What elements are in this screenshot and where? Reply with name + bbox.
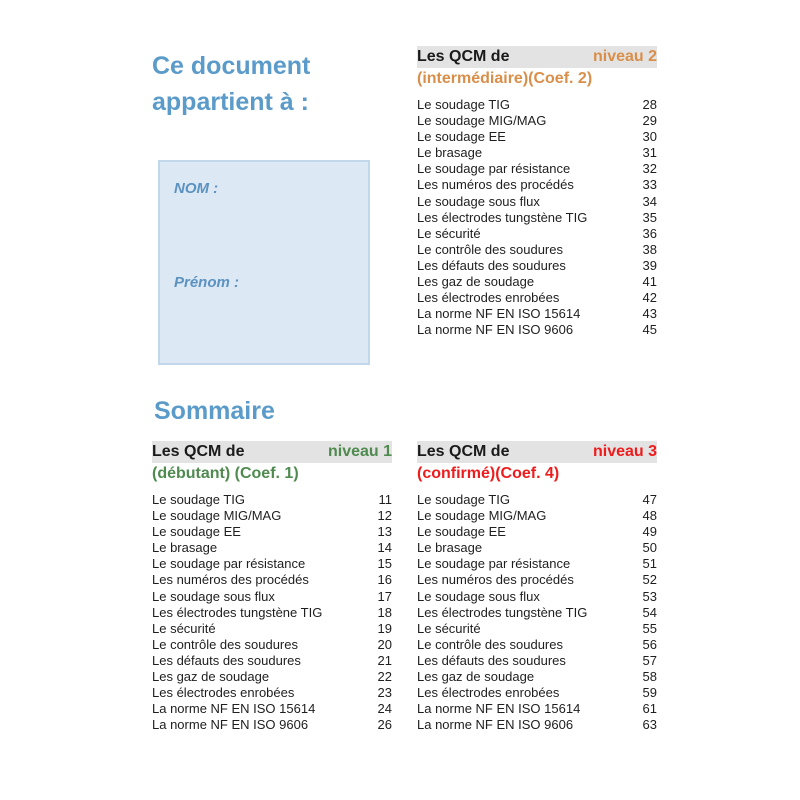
toc-entry[interactable] <box>417 242 657 258</box>
toc-entry-page: 11 <box>378 492 392 507</box>
toc-entry-page: 19 <box>377 620 392 636</box>
toc-entry[interactable] <box>417 589 657 605</box>
toc-entry-page: 33 <box>642 177 657 193</box>
toc-entry-label: Le soudage par résistance <box>417 161 571 177</box>
name-label: NOM : <box>174 180 219 197</box>
toc-entry[interactable] <box>417 306 657 322</box>
toc-entry[interactable] <box>417 97 657 113</box>
owner-title-line-1: Ce document <box>152 52 311 80</box>
qcm-level-2-header-subtitle: (intermédiaire)(Coef. 2) <box>417 70 593 87</box>
qcm-level-3-block <box>417 441 657 733</box>
toc-entry-label: Les gaz de soudage <box>417 274 535 290</box>
toc-entry[interactable] <box>152 685 392 701</box>
toc-entry-page: 45 <box>642 322 657 338</box>
owner-title-line-2: appartient à : <box>152 88 309 116</box>
toc-entry-page: 53 <box>642 588 657 604</box>
qcm-level-1-header-accent: niveau 1 <box>327 443 392 460</box>
toc-entry[interactable] <box>152 605 392 621</box>
toc-entry-label: Les numéros des procédés <box>417 572 574 588</box>
qcm-level-1-header-plain: Les QCM de <box>152 443 245 460</box>
toc-entry[interactable] <box>417 258 657 274</box>
toc-entry-label: Le contrôle des soudures <box>417 636 563 652</box>
toc-entry-page: 48 <box>642 508 657 524</box>
toc-entry-page: 51 <box>642 556 657 572</box>
qcm-level-3-contents <box>417 492 657 733</box>
toc-entry-label: Le contrôle des soudures <box>417 241 563 257</box>
toc-entry-page: 31 <box>642 145 657 161</box>
toc-entry-label: La norme NF EN ISO 15614 <box>417 306 581 322</box>
toc-entry[interactable] <box>417 572 657 588</box>
firstname-label: Prénom : <box>174 274 240 291</box>
toc-entry[interactable] <box>417 621 657 637</box>
toc-entry[interactable] <box>152 524 392 540</box>
qcm-level-2-header <box>417 46 657 90</box>
toc-entry-label: La norme NF EN ISO 9606 <box>417 717 574 733</box>
toc-entry[interactable] <box>152 572 392 588</box>
qcm-level-2-header-accent: niveau 2 <box>592 48 657 65</box>
toc-entry-label: Les numéros des procédés <box>152 572 309 588</box>
toc-entry-page: 22 <box>377 669 392 685</box>
toc-entry-page: 12 <box>377 508 392 524</box>
toc-entry-label: Le soudage MIG/MAG <box>152 508 282 524</box>
toc-entry-label: La norme NF EN ISO 9606 <box>152 717 309 733</box>
toc-entry-page: 29 <box>642 113 657 129</box>
toc-entry-label: La norme NF EN ISO 15614 <box>152 701 316 717</box>
toc-entry[interactable] <box>417 161 657 177</box>
toc-entry[interactable] <box>152 669 392 685</box>
qcm-level-1-header-subtitle: (débutant) (Coef. 1) <box>152 465 299 482</box>
toc-entry-label: Le contrôle des soudures <box>152 636 298 652</box>
toc-entry-label: Les électrodes enrobées <box>417 290 560 306</box>
qcm-level-1-contents <box>152 492 392 733</box>
document-owner-title <box>152 48 382 120</box>
toc-entry-label: Le soudage EE <box>152 524 241 540</box>
qcm-level-3-header <box>417 441 657 485</box>
toc-entry-label: Les gaz de soudage <box>152 669 270 685</box>
toc-entry-label: Le soudage TIG <box>152 492 245 507</box>
toc-entry-page: 43 <box>642 306 657 322</box>
toc-entry[interactable] <box>417 717 657 733</box>
toc-entry-page: 50 <box>642 540 657 556</box>
toc-entry[interactable] <box>152 717 392 733</box>
toc-entry-page: 20 <box>377 636 392 652</box>
qcm-level-2-block <box>417 46 657 338</box>
toc-entry-label: Les électrodes tungstène TIG <box>417 209 588 225</box>
toc-entry-page: 26 <box>377 717 392 733</box>
toc-entry-label: Les gaz de soudage <box>417 669 535 685</box>
toc-entry-label: Le soudage EE <box>417 524 506 540</box>
toc-entry[interactable] <box>417 685 657 701</box>
toc-entry[interactable] <box>417 226 657 242</box>
toc-entry[interactable] <box>417 274 657 290</box>
toc-entry[interactable] <box>152 508 392 524</box>
sommaire-heading: Sommaire <box>154 397 275 425</box>
toc-entry-page: 42 <box>642 290 657 306</box>
toc-entry[interactable] <box>417 524 657 540</box>
toc-entry[interactable] <box>417 290 657 306</box>
toc-entry-label: Le soudage sous flux <box>417 588 540 604</box>
toc-entry[interactable] <box>417 322 657 338</box>
toc-entry[interactable] <box>417 701 657 717</box>
toc-entry-page: 28 <box>642 97 657 112</box>
toc-entry-label: Les défauts des soudures <box>417 257 566 273</box>
qcm-level-1-header <box>152 441 392 485</box>
toc-entry[interactable] <box>417 113 657 129</box>
toc-entry-page: 34 <box>642 193 657 209</box>
toc-entry-page: 18 <box>377 604 392 620</box>
toc-entry[interactable] <box>417 653 657 669</box>
toc-entry-page: 61 <box>642 701 657 717</box>
toc-entry[interactable] <box>417 637 657 653</box>
toc-entry-page: 14 <box>377 540 392 556</box>
toc-entry-label: Les défauts des soudures <box>152 652 301 668</box>
toc-entry-page: 55 <box>642 620 657 636</box>
toc-entry[interactable] <box>152 589 392 605</box>
toc-entry[interactable] <box>152 701 392 717</box>
toc-entry[interactable] <box>417 669 657 685</box>
qcm-level-1-block <box>152 441 392 733</box>
toc-entry[interactable] <box>417 556 657 572</box>
qcm-level-3-header-plain: Les QCM de <box>417 443 510 460</box>
toc-entry-page: 38 <box>642 241 657 257</box>
toc-entry-label: Le soudage sous flux <box>152 588 275 604</box>
toc-entry-label: Le soudage sous flux <box>417 193 540 209</box>
toc-entry-label: Le sécurité <box>417 225 481 241</box>
toc-entry-page: 24 <box>377 701 392 717</box>
toc-entry-page: 15 <box>377 556 392 572</box>
toc-entry-page: 41 <box>642 274 657 290</box>
toc-entry-label: Les électrodes tungstène TIG <box>417 604 588 620</box>
toc-entry-page: 52 <box>642 572 657 588</box>
toc-entry[interactable] <box>417 492 657 508</box>
toc-entry-page: 35 <box>642 209 657 225</box>
qcm-level-3-header-subtitle: (confirmé)(Coef. 4) <box>417 465 560 482</box>
toc-entry-label: Le sécurité <box>417 620 481 636</box>
owner-name-box[interactable] <box>158 160 370 365</box>
toc-entry-label: Les électrodes tungstène TIG <box>152 604 323 620</box>
qcm-level-3-header-accent: niveau 3 <box>592 443 657 460</box>
toc-entry-label: Le soudage MIG/MAG <box>417 113 547 129</box>
toc-entry-page: 17 <box>377 588 392 604</box>
toc-entry-page: 32 <box>642 161 657 177</box>
toc-entry-page: 16 <box>377 572 392 588</box>
toc-entry[interactable] <box>417 210 657 226</box>
toc-entry-label: Le brasage <box>417 145 483 161</box>
toc-entry-label: Les numéros des procédés <box>417 177 574 193</box>
toc-entry-page: 13 <box>377 524 392 540</box>
toc-entry-page: 57 <box>642 652 657 668</box>
toc-entry-label: Le sécurité <box>152 620 216 636</box>
toc-entry-label: Le brasage <box>417 540 483 556</box>
toc-entry[interactable] <box>417 177 657 193</box>
toc-entry[interactable] <box>417 508 657 524</box>
toc-entry-page: 59 <box>642 685 657 701</box>
toc-entry-label: Les électrodes enrobées <box>417 685 560 701</box>
toc-entry-label: La norme NF EN ISO 9606 <box>417 322 574 338</box>
toc-entry-page: 23 <box>377 685 392 701</box>
toc-entry[interactable] <box>417 145 657 161</box>
toc-entry[interactable] <box>152 637 392 653</box>
toc-entry-label: Les défauts des soudures <box>417 652 566 668</box>
toc-entry-label: Le soudage TIG <box>417 492 510 507</box>
toc-entry-label: Le soudage EE <box>417 129 506 145</box>
toc-entry[interactable] <box>152 653 392 669</box>
toc-entry-page: 39 <box>642 257 657 273</box>
toc-entry-label: Le soudage par résistance <box>152 556 306 572</box>
qcm-level-2-header-plain: Les QCM de <box>417 48 510 65</box>
toc-entry-label: Le soudage MIG/MAG <box>417 508 547 524</box>
toc-entry-label: La norme NF EN ISO 15614 <box>417 701 581 717</box>
toc-entry-page: 49 <box>642 524 657 540</box>
toc-entry-page: 63 <box>642 717 657 733</box>
toc-entry[interactable] <box>152 556 392 572</box>
toc-entry[interactable] <box>152 540 392 556</box>
toc-entry-page: 47 <box>642 492 657 507</box>
toc-entry-page: 36 <box>642 225 657 241</box>
toc-entry-label: Le soudage TIG <box>417 97 510 112</box>
toc-entry[interactable] <box>417 605 657 621</box>
toc-entry-label: Le brasage <box>152 540 218 556</box>
toc-entry-page: 21 <box>377 652 392 668</box>
toc-entry[interactable] <box>417 129 657 145</box>
toc-entry-page: 58 <box>642 669 657 685</box>
toc-entry-page: 56 <box>642 636 657 652</box>
toc-entry-page: 54 <box>642 604 657 620</box>
toc-entry-label: Le soudage par résistance <box>417 556 571 572</box>
toc-entry-label: Les électrodes enrobées <box>152 685 295 701</box>
toc-entry[interactable] <box>152 621 392 637</box>
toc-entry[interactable] <box>152 492 392 508</box>
toc-entry-page: 30 <box>642 129 657 145</box>
toc-entry[interactable] <box>417 194 657 210</box>
qcm-level-2-contents <box>417 97 657 338</box>
toc-entry[interactable] <box>417 540 657 556</box>
